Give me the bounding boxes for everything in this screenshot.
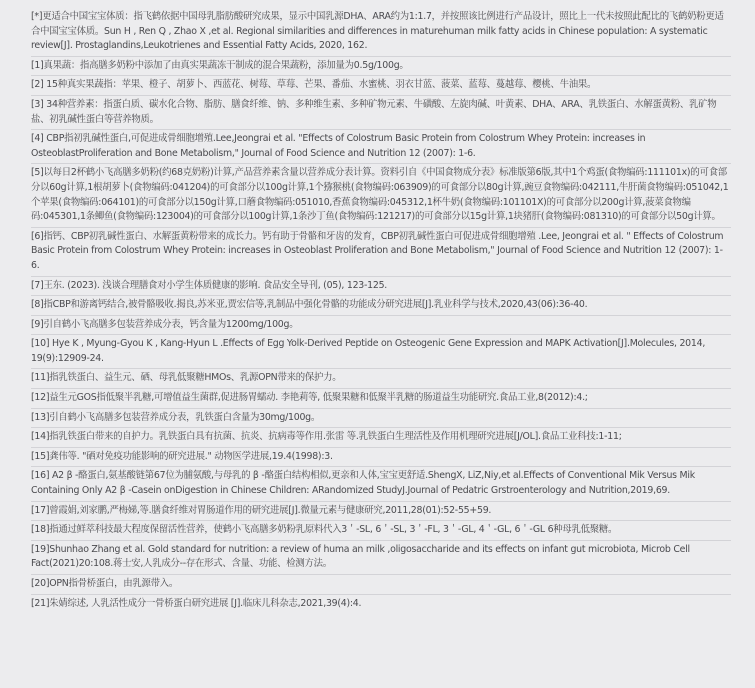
reference-item-21 [31, 597, 731, 612]
divider [31, 56, 731, 57]
reference-item-6 [31, 230, 731, 274]
divider [31, 334, 731, 335]
reference-item-7 [31, 279, 731, 294]
divider [31, 540, 731, 541]
divider [31, 388, 731, 389]
reference-text: [*]更适合中国宝宝体质：指飞鹤依据中国母乳脂肪酸研究成果，显示中国乳源DHA、ARA约为1:1.7，并按照该比例进行产品设计，照比上一代未按照此配比的飞鹤奶粉更适合中国宝宝体质。Sun H , Ren Q , Zhao X ,et al. Regional similarities and differences in maturehuman milk fatty acids in Chinese population: A systematic review[J]. Prostaglandins,Leukotrienes and Essential Fatty Acids, 2020, 162. [31, 11, 724, 52]
reference-text: [9]引自鹤小飞高膳多包装营养成分表，钙含量为1200mg/100g。 [31, 318, 299, 330]
divider [31, 427, 731, 428]
reference-item-12 [31, 391, 731, 406]
reference-text: [8]指CBP和游离钙结合,被骨骼吸收.揭良,苏米亚,贾宏信等,乳制品中强化骨骼的功能成分研究进展[J].乳业科学与技术,2020,43(06):36-40. [31, 299, 588, 311]
reference-item-17 [31, 504, 731, 519]
divider [31, 594, 731, 595]
reference-item-11 [31, 371, 731, 386]
reference-item-19 [31, 543, 731, 572]
reference-item-star [31, 10, 731, 54]
reference-item-1 [31, 59, 731, 74]
reference-text: [2] 15种真实果蔬指：苹果、橙子、胡萝卜、西蓝花、树莓、草莓、芒果、番茄、水蜜桃、羽衣甘蓝、菠菜、蓝莓、蔓越莓、樱桃、牛油果。 [31, 79, 597, 91]
reference-text: [18]指通过鲜萃科技最大程度保留活性营养，使鹤小飞高膳多奶粉乳原料代入3＇-SL, 6＇-SL, 3＇-FL, 3＇-GL, 4＇-GL, 6＇-GL 6种母乳低聚糖。 [31, 524, 618, 536]
reference-item-4 [31, 132, 731, 161]
divider [31, 315, 731, 316]
reference-text: [12]益生元GOS指低聚半乳糖,可增值益生菌群,促进肠胃蠕动. 李艳莉等, 低聚果糖和低聚半乳糖的肠道益生功能研究.食品工业,8(2012):4.; [31, 392, 588, 404]
reference-text: [15]龚伟等. "硒对免疫功能影响的研究进展." 动物医学进展,19.4(1998):3. [31, 450, 333, 462]
reference-item-14 [31, 430, 731, 445]
divider [31, 95, 731, 96]
divider [31, 447, 731, 448]
reference-text: [10] Hye K , Myung-Gyou K , Kang-Hyun L .Effects of Egg Yolk-Derived Peptide on Osteogenic Gene Expression and MAPK Activation[J].Molecules, 2014, 19(9):12909-24. [31, 338, 706, 364]
reference-item-9 [31, 318, 731, 333]
divider [31, 163, 731, 164]
reference-text: [11]指乳铁蛋白、益生元、硒、母乳低聚糖HMOs、乳源OPN带来的保护力。 [31, 372, 342, 384]
reference-item-3 [31, 98, 731, 127]
reference-item-16 [31, 469, 731, 498]
reference-text: [13]引自鹤小飞高膳多包装营养成分表，乳铁蛋白含量为30mg/100g。 [31, 411, 321, 423]
reference-text: [5]以每日2杯鹤小飞高膳多奶粉(约68克奶粉)计算,产品营养素含量以营养成分表计算。资料引自《中国食物成分表》标准版第6版,其中1个鸡蛋(食物编码:111101x)的可食部分以60g计算,1根胡萝卜(食物编码:041204)的可食部分以100g计算,1个猕猴桃(食物编码:063909)的可食部分以80g计算,豌豆食物编码:042111,牛肝菌食物编码:051042,1个苹果(食物编码:064101)的可食部分以150g计算,口蘑食物编码:051010,香蕉食物编码:045312,1杯牛奶(食物编码:101101X)的可食部分以200g计算,菠菜食物编码:045301,1条鲫鱼(食物编码:123004)的可食部分以100g计算,1条沙丁鱼(食物编码:121217)的可食部分以15g计算,1块猪肝(食物编码:081310)的可食部分以50g计算。 [31, 167, 729, 223]
reference-item-15 [31, 450, 731, 465]
reference-item-8 [31, 298, 731, 313]
reference-item-5 [31, 166, 731, 224]
divider [31, 501, 731, 502]
reference-text: [7]王东. (2023). 浅谈合理膳食对小学生体质健康的影响. 食品安全导刊, (05), 123-125. [31, 279, 388, 291]
reference-text: [3] 34种营养素：指蛋白质、碳水化合物、脂肪、膳食纤维、钠、多种维生素、多种矿物元素、牛磺酸、左旋肉碱、叶黄素、DHA、ARA、乳铁蛋白、水解蛋黄粉、乳矿物盐、初乳碱性蛋白等营养物质。 [31, 98, 717, 125]
divider [31, 520, 731, 521]
reference-list [31, 10, 731, 611]
reference-text: [20]OPN指骨桥蛋白，由乳源带入。 [31, 578, 179, 589]
divider [31, 276, 731, 277]
divider [31, 466, 731, 467]
reference-text: [16] A2 β -酪蛋白,氨基酸链第67位为脯氨酸,与母乳的 β -酪蛋白结构相似,更亲和人体,宝宝更舒适.ShengX, LiZ,Niy,et al.Effects of Conventional Mik Versus Mik Containing Only A2 β -Casein onDigestion in Chinese Children: ARandomized StudyJ.Journal of Pedatric Grstroenterology and Nutrition,2019,69. [31, 470, 695, 497]
reference-item-2 [31, 78, 731, 93]
reference-text: [21]朱婧综述, 人乳活性成分一骨桥蛋白研究进展 [J].临床儿科杂志,2021,39(4):4. [31, 597, 362, 609]
reference-item-10 [31, 337, 731, 366]
reference-text: [1]真果蔬：指高膳多奶粉中添加了由真实果蔬冻干制成的混合果蔬粉，添加量为0.5g/100g。 [31, 59, 409, 71]
divider [31, 574, 731, 575]
reference-text: [6]指钙、CBP初乳碱性蛋白、水解蛋黄粉带来的成长力。钙有助于骨骼和牙齿的发育，CBP初乳碱性蛋白可促进成骨细胞增殖 .Lee, Jeongrai et al. " Effects of Colostrum Basic Protein from Colostrum Whey Protein: increases in Osteoblast Proliferation and Bone Metabolism," Journal of Food Science and Nutrition 12 (2007): 1-6. [31, 230, 724, 271]
divider [31, 75, 731, 76]
divider [31, 368, 731, 369]
reference-item-13 [31, 411, 731, 426]
reference-item-20 [31, 577, 731, 592]
divider [31, 227, 731, 228]
reference-text: [19]Shunhao Zhang et al. Gold standard for nutrition: a review of huma an milk ,oligosaccharide and its effects on infant gut microbiota, Microb Cell Fact(2021)20:108.蒋士安,人乳成分--存在形式、含量、功能、检测方法。 [31, 543, 690, 570]
reference-text: [14]指乳铁蛋白带来的自护力。乳铁蛋白具有抗菌、抗炎、抗病毒等作用.张雷 等.乳铁蛋白生理活性及作用机理研究进展[J/OL].食品工业科技:1-11; [31, 431, 622, 443]
reference-text: [4] CBP指初乳碱性蛋白,可促进成骨细胞增殖.Lee,Jeongrai et al. "Effects of Colostrum Basic Protein from Colostrum Whey Protein: increases in OsteoblastProliferation and Bone Metabolism," Journal of Food Science and Nutrition 12 (2007): 1-6. [31, 133, 646, 159]
divider [31, 408, 731, 409]
reference-text: [17]曾霞娟,刘家鹏,严梅娣,等.膳食纤维对胃肠道作用的研究进展[J].微量元素与健康研究,2011,28(01):52-55+59. [31, 504, 492, 516]
divider [31, 129, 731, 130]
reference-item-18 [31, 523, 731, 538]
divider [31, 295, 731, 296]
